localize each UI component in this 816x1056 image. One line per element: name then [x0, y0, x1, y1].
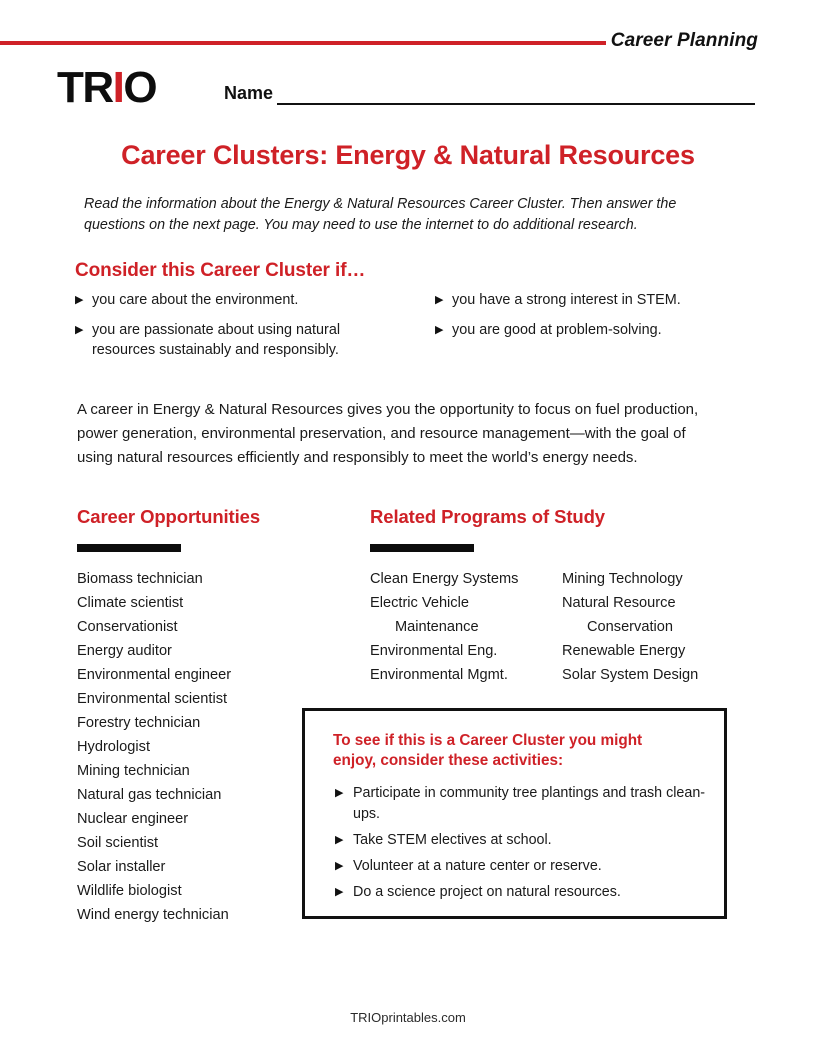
list-item: Climate scientist: [77, 595, 184, 611]
related-programs-heading: Related Programs of Study: [370, 506, 605, 527]
activities-callout-box: [302, 708, 727, 919]
logo-text-part1: TR: [57, 63, 113, 112]
list-item: [75, 290, 363, 310]
triangle-bullet-icon: ▶: [435, 294, 444, 306]
list-item: Wind energy technician: [77, 907, 229, 923]
logo-text-part2: O: [123, 63, 157, 112]
list-item: Solar installer: [77, 859, 166, 875]
list-item: Natural Resource: [562, 595, 676, 611]
triangle-bullet-icon: ▶: [335, 886, 344, 898]
list-item: Nuclear engineer: [77, 811, 189, 827]
list-item: [435, 320, 723, 340]
list-item: [335, 830, 707, 851]
heading-underline-bar: [77, 544, 181, 552]
triangle-bullet-icon: ▶: [335, 860, 344, 872]
page-title: Career Clusters: Energy & Natural Resources: [121, 140, 695, 170]
list-item: Mining technician: [77, 763, 190, 779]
list-item: [335, 783, 707, 825]
list-item: [75, 320, 363, 360]
list-item: [435, 290, 723, 310]
name-label: Name: [224, 83, 274, 103]
list-item: [335, 856, 707, 877]
heading-underline-bar: [370, 544, 474, 552]
related-programs-left-column: [370, 567, 562, 687]
career-opportunities-list: [77, 567, 337, 927]
list-item: Maintenance: [395, 619, 479, 635]
triangle-bullet-icon: ▶: [335, 834, 344, 846]
header-kicker: Career Planning: [610, 30, 758, 51]
triangle-bullet-icon: ▶: [335, 787, 344, 799]
activity-item-0: Participate in community tree plantings and trash clean-ups.: [353, 785, 706, 822]
footer-url: TRIOprintables.com: [350, 1010, 466, 1025]
list-item: Forestry technician: [77, 715, 201, 731]
activity-item-2: Volunteer at a nature center or reserve.: [353, 858, 602, 874]
triangle-bullet-icon: ▶: [75, 324, 84, 336]
consider-left-item-0: you care about the environment.: [92, 292, 299, 308]
consider-right-column: [435, 290, 723, 370]
related-programs-columns: [370, 567, 730, 687]
list-item: [335, 882, 707, 903]
related-programs-right-column: [562, 567, 730, 687]
instructions-text: Read the information about the Energy & Natural Resources Career Cluster. Then answer the questions on the next page. You may need to use the internet to do additional research.: [84, 196, 677, 233]
list-item: Biomass technician: [77, 571, 203, 587]
list-item: Environmental engineer: [77, 667, 232, 683]
career-opportunities-section: [77, 506, 337, 927]
triangle-bullet-icon: ▶: [435, 324, 444, 336]
triangle-bullet-icon: ▶: [75, 294, 84, 306]
consider-right-item-1: you are good at problem-solving.: [452, 322, 662, 338]
career-opportunities-heading: Career Opportunities: [77, 506, 261, 527]
list-item: Conservationist: [77, 619, 178, 635]
list-item: Environmental Mgmt.: [370, 667, 508, 683]
list-item: Energy auditor: [77, 643, 172, 659]
list-item: Electric Vehicle: [370, 595, 469, 611]
trio-logo: [57, 63, 157, 112]
list-item: Renewable Energy: [562, 643, 686, 659]
related-programs-section: [370, 506, 730, 687]
list-item: Natural gas technician: [77, 787, 222, 803]
activities-list: [335, 783, 707, 908]
list-item: Mining Technology: [562, 571, 683, 587]
consider-left-column: [75, 290, 363, 370]
consider-columns: [75, 290, 725, 370]
list-item: Solar System Design: [562, 667, 699, 683]
consider-right-item-0: you have a strong interest in STEM.: [452, 292, 681, 308]
list-item: Clean Energy Systems: [370, 571, 519, 587]
name-input-line[interactable]: [277, 103, 755, 105]
list-item: Conservation: [587, 619, 673, 635]
list-item: Wildlife biologist: [77, 883, 182, 899]
consider-left-item-1: you are passionate about using natural resources sustainably and responsibly.: [92, 322, 341, 358]
body-paragraph: A career in Energy & Natural Resources gives you the opportunity to focus on fuel production, power generation, environmental preservation, and resource management—with the goal of using natural resources efficiently and responsibly to meet the world’s energy needs.: [77, 401, 699, 466]
list-item: Environmental Eng.: [370, 643, 498, 659]
list-item: Soil scientist: [77, 835, 159, 851]
consider-heading: Consider this Career Cluster if…: [75, 260, 366, 281]
activity-item-3: Do a science project on natural resources.: [353, 884, 621, 900]
activities-heading: To see if this is a Career Cluster you might enjoy, consider these activities:: [333, 732, 643, 769]
activity-item-1: Take STEM electives at school.: [353, 832, 552, 848]
header-rule: [0, 41, 606, 45]
logo-accent-letter: I: [112, 63, 124, 112]
list-item: Hydrologist: [77, 739, 150, 755]
list-item: Environmental scientist: [77, 691, 228, 707]
